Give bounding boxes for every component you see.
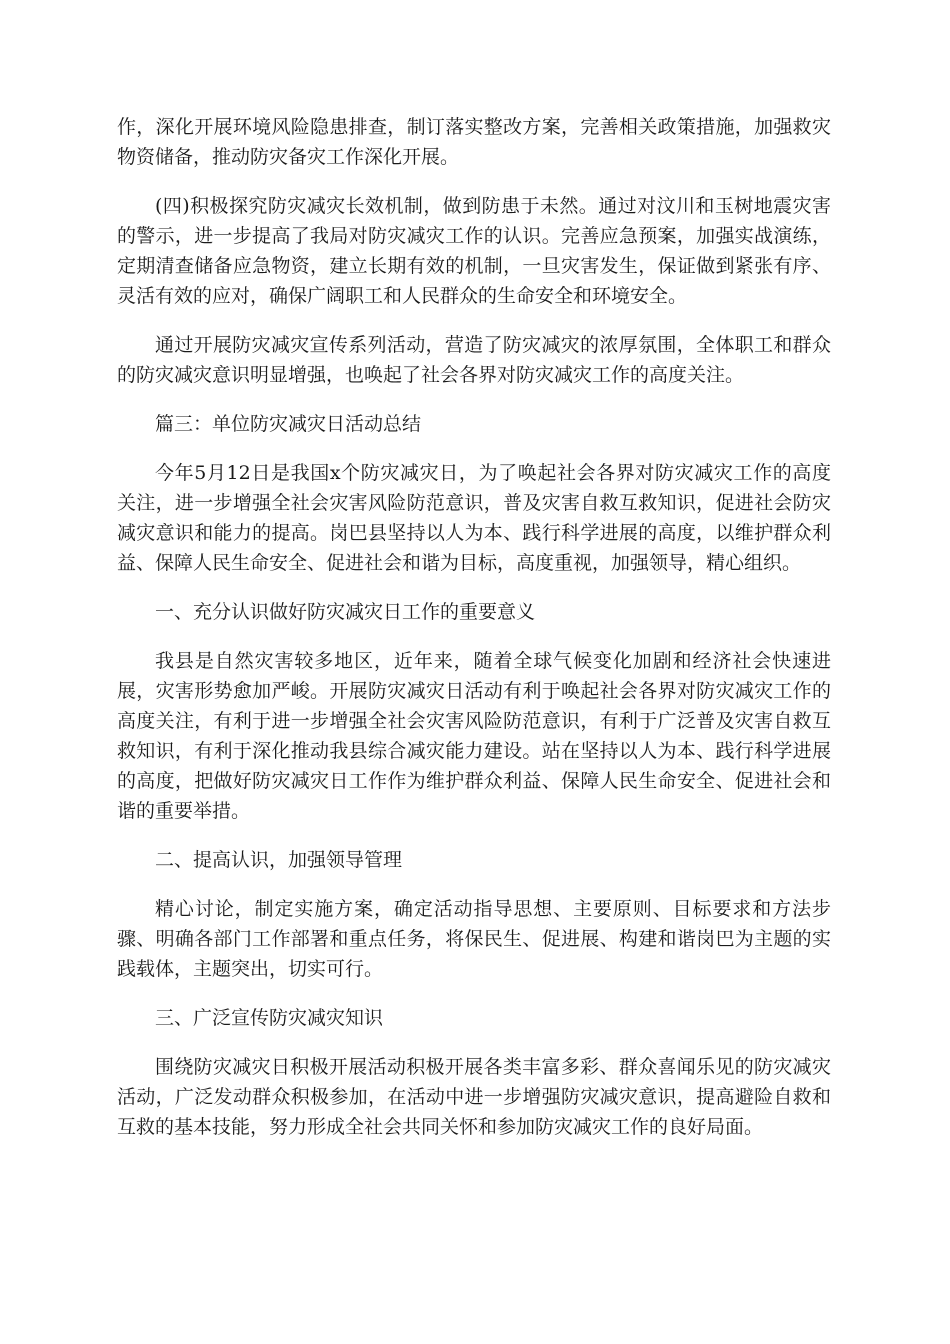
section-heading-three	[117, 1003, 831, 1033]
paragraph-continuation	[117, 112, 831, 172]
heading-line: 二、提高认识，加强领导管理	[155, 849, 403, 871]
text-line: 关注，进一步增强全社会灾害风险防范意识，普及灾害自救互救知识，促进社会防灾	[117, 492, 831, 514]
document-page	[117, 112, 831, 1161]
text-line: 定期清查储备应急物资，建立长期有效的机制，一旦灾害发生，保证做到紧张有序、	[117, 255, 831, 277]
text-line: 高度关注，有利于进一步增强全社会灾害风险防范意识，有利于广泛普及灾害自救互	[117, 710, 831, 732]
text-line: 灵活有效的应对，确保广阔职工和人民群众的生命安全和环境安全。	[117, 285, 688, 307]
paragraph-intro	[117, 458, 831, 578]
text-line: 我县是自然灾害较多地区，近年来，随着全球气候变化加剧和经济社会快速进	[155, 650, 831, 672]
text-line: 通过开展防灾减灾宣传系列活动，营造了防灾减灾的浓厚氛围，全体职工和群众	[155, 334, 831, 356]
paragraph-planning	[117, 894, 831, 984]
heading-line: 篇三：单位防灾减灾日活动总结	[155, 413, 422, 435]
heading-line: 一、充分认识做好防灾减灾日工作的重要意义	[155, 601, 536, 623]
text-line: 作，深化开展环境风险隐患排查，制订落实整改方案，完善相关政策措施，加强救灾	[117, 116, 831, 138]
paragraph-publicity	[117, 1052, 831, 1142]
text-line: 的警示，进一步提高了我局对防灾减灾工作的认识。完善应急预案，加强实战演练，	[117, 225, 831, 247]
heading-line: 三、广泛宣传防灾减灾知识	[155, 1007, 384, 1029]
section-heading-one	[117, 597, 831, 627]
paragraph-significance	[117, 646, 831, 826]
text-line: 的高度，把做好防灾减灾日工作作为维护群众利益、保障人民生命安全、促进社会和	[117, 770, 831, 792]
section-title-part-three	[117, 409, 831, 439]
text-line: 今年5月12日是我国x个防灾减灾日，为了唤起社会各界对防灾减灾工作的高度	[155, 462, 831, 484]
text-line: 的防灾减灾意识明显增强，也唤起了社会各界对防灾减灾工作的高度关注。	[117, 364, 745, 386]
text-line: 救知识，有利于深化推动我县综合减灾能力建设。站在坚持以人为本、践行科学进展	[117, 740, 831, 762]
text-line: 减灾意识和能力的提高。岗巴县坚持以人为本、践行科学进展的高度，以维护群众利	[117, 522, 831, 544]
text-line: 物资储备，推动防灾备灾工作深化开展。	[117, 146, 460, 168]
text-line: 骤、明确各部门工作部署和重点任务，将保民生、促进展、构建和谐岗巴为主题的实	[117, 928, 831, 950]
section-heading-two	[117, 845, 831, 875]
text-line: 谐的重要举措。	[117, 800, 251, 822]
text-line: 益、保障人民生命安全、促进社会和谐为目标，高度重视，加强领导，精心组织。	[117, 552, 802, 574]
text-line: 互救的基本技能，努力形成全社会共同关怀和参加防灾减灾工作的良好局面。	[117, 1116, 764, 1138]
paragraph-summary	[117, 330, 831, 390]
text-line: (四)积极探究防灾减灾长效机制，做到防患于未然。通过对汶川和玉树地震灾害	[155, 195, 831, 217]
text-line: 展，灾害形势愈加严峻。开展防灾减灾日活动有利于唤起社会各界对防灾减灾工作的	[117, 680, 831, 702]
text-line: 围绕防灾减灾日积极开展活动积极开展各类丰富多彩、群众喜闻乐见的防灾减灾	[155, 1056, 831, 1078]
text-line: 活动，广泛发动群众积极参加，在活动中进一步增强防灾减灾意识，提高避险自救和	[117, 1086, 831, 1108]
paragraph-four	[117, 191, 831, 311]
text-line: 精心讨论，制定实施方案，确定活动指导思想、主要原则、目标要求和方法步	[155, 898, 831, 920]
text-line: 践载体，主题突出，切实可行。	[117, 958, 384, 980]
